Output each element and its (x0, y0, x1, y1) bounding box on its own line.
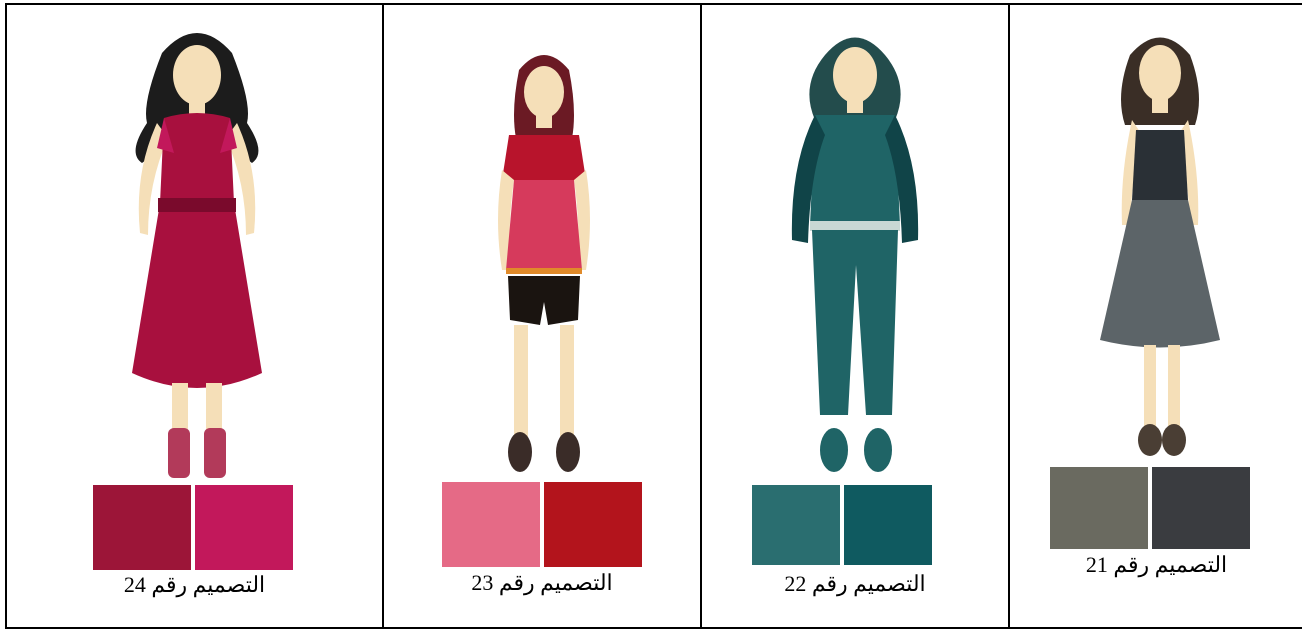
design-illustration-23 (464, 40, 624, 480)
design-cell-22 (701, 4, 1009, 628)
fabric-swatches-22 (752, 485, 932, 565)
fabric-swatches-21 (1050, 467, 1250, 549)
design-cell-24 (6, 4, 383, 628)
design-illustration-24 (102, 13, 292, 483)
design-cell-21 (1009, 4, 1302, 628)
fabric-swatches-24 (93, 485, 293, 570)
fabric-swatch (544, 482, 642, 567)
fabric-swatch (844, 485, 932, 565)
design-caption: التصميم رقم 21 (1085, 552, 1228, 577)
fabric-swatch (195, 485, 293, 570)
design-caption: التصميم رقم 24 (123, 572, 266, 597)
fabric-swatch (1152, 467, 1250, 549)
design-illustration-21 (1070, 25, 1250, 465)
design-caption: التصميم رقم 23 (471, 570, 613, 595)
design-caption: التصميم رقم 22 (784, 571, 926, 596)
fabric-swatches-23 (442, 482, 642, 567)
fabric-swatch (1050, 467, 1148, 549)
design-cell-23 (383, 4, 701, 628)
designs-table (5, 3, 1302, 629)
design-illustration-22 (760, 25, 950, 480)
fabric-swatch (752, 485, 840, 565)
fabric-swatch (93, 485, 191, 570)
fabric-swatch (442, 482, 540, 567)
